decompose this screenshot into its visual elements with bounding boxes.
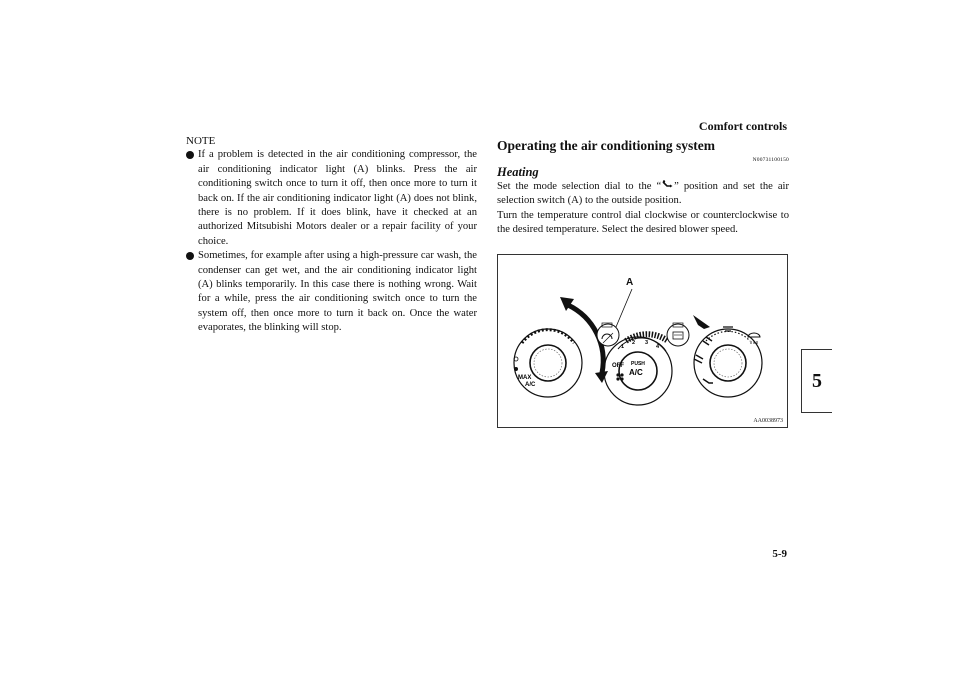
speed-4-label: 4 <box>656 344 660 350</box>
paragraph-mode <box>497 180 789 209</box>
mode-dial <box>694 327 762 397</box>
note-item <box>186 249 477 335</box>
note-item <box>186 148 477 249</box>
callout-label: A <box>626 277 634 288</box>
temperature-dial <box>514 329 582 397</box>
speed-2-label: 2 <box>632 340 636 346</box>
note-item-text: If a problem is detected in the air conditioning compressor, the air conditioning indicator light (A) blinks. Press the air conditioning switch once to turn it off, then once more to turn it back on. If the air conditioning indicator light (A) does not blink, there is no problem. If it does blink, have it checked at an authorized Mitsubishi Motors dealer or a repair facility of your choice. <box>198 149 477 247</box>
speed-3-label: 3 <box>645 340 649 346</box>
image-code: AA0038973 <box>753 418 783 424</box>
chapter-tab: 5 <box>801 349 832 413</box>
center-ac-label: A/C <box>629 368 643 377</box>
bullet-icon <box>186 252 194 260</box>
max-label: MAX <box>518 375 532 381</box>
section-title: Operating the air conditioning system <box>497 138 716 153</box>
defrost-icon <box>748 333 760 344</box>
mode-feet-icon <box>661 180 674 190</box>
note-item-text: Sometimes, for example after using a high-pressure car wash, the condenser can get wet, and the air conditioning indicator light (A) blinks temporarily. In this case there is nothing wrong. Wait for a while, press the air conditioning switch once to turn the system off, then once more to turn it back on. Once the water evaporates, the blinking will stop. <box>198 250 477 334</box>
mode-face-feet-icon <box>694 355 703 363</box>
push-label: PUSH <box>631 361 645 367</box>
speed-1-label: 1 <box>621 344 625 350</box>
blower-dial <box>604 334 672 405</box>
mode-feet-icon <box>703 379 713 383</box>
off-label: OFF <box>612 363 624 369</box>
paragraph-mode-start: Set the mode selection dial to the “ <box>497 181 662 192</box>
recirculation-icon <box>597 323 619 346</box>
page-number: 5-9 <box>772 548 787 560</box>
control-panel-illustration <box>498 255 789 429</box>
section-block <box>497 137 789 238</box>
section-code: N00731100150 <box>752 157 789 163</box>
note-block <box>186 134 477 336</box>
subheading: Heating <box>497 165 539 179</box>
paragraph-mode-end: ” position and set the air selection switch (A) to the outside position. <box>497 181 789 207</box>
note-label: NOTE <box>186 135 216 147</box>
bullet-icon <box>186 151 194 159</box>
left-ac-label: A/C <box>525 382 536 388</box>
paragraph-temperature: Turn the temperature control dial clockwise or counterclockwise to the desired temperature. Select the desired blower speed. <box>497 209 789 236</box>
running-header: Comfort controls <box>698 119 787 133</box>
control-panel-figure <box>497 254 788 428</box>
outside-air-icon <box>667 323 689 346</box>
